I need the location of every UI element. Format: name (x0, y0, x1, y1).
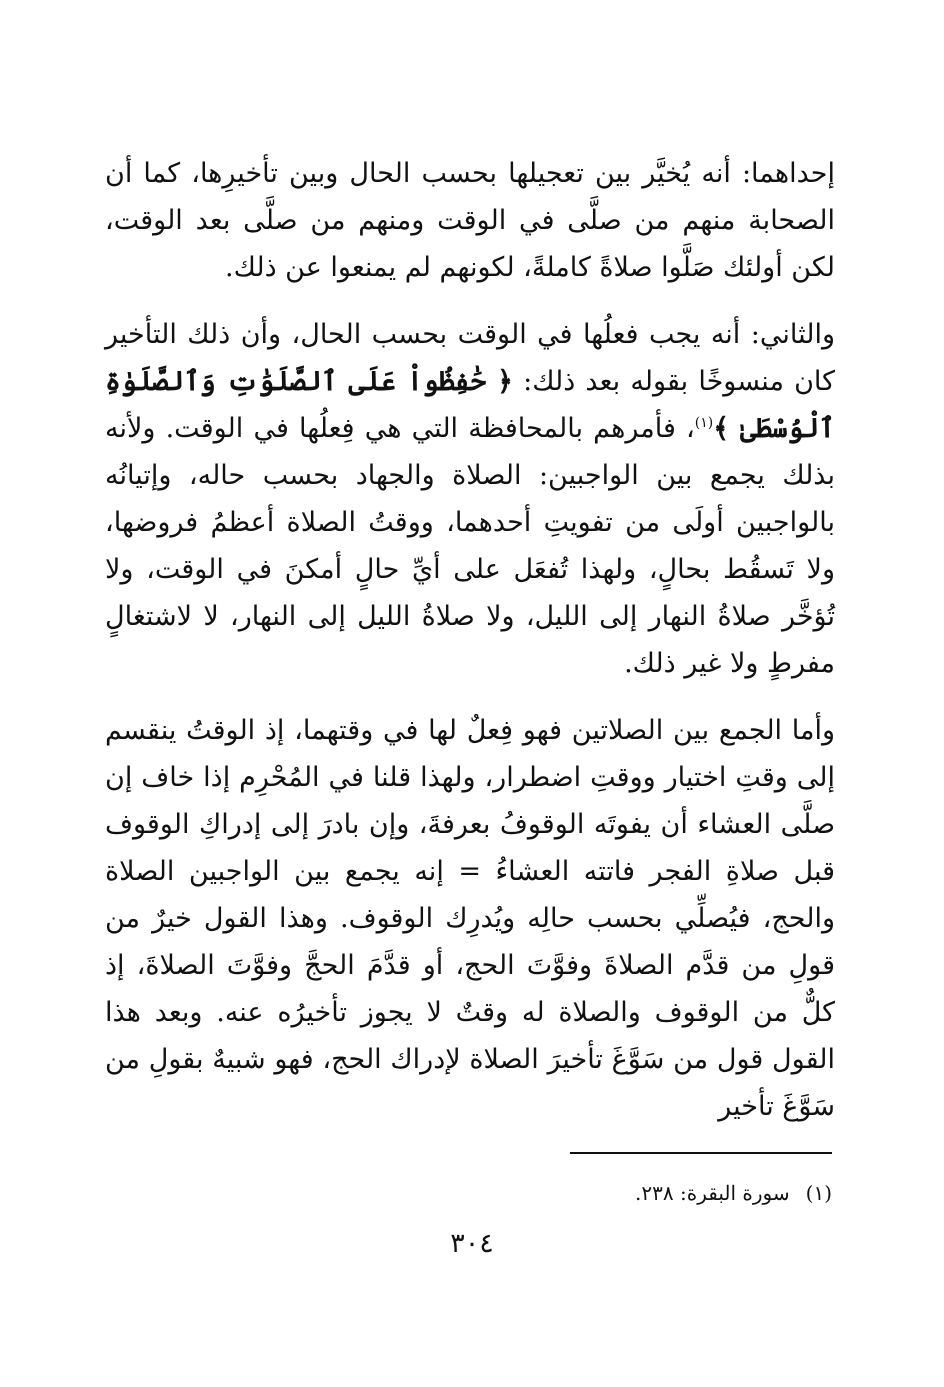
paragraph-first-opinion (105, 150, 835, 291)
page-body (105, 150, 835, 1130)
quran-verse: ﴿ حَٰفِظُواْ عَلَى ٱلصَّلَوَٰتِ وَٱلصَّلَوٰةِ ٱلْوُسْطَىٰ ﴾ (105, 366, 835, 444)
footnote-separator (570, 1152, 832, 1154)
paragraph-combining-prayers (105, 707, 835, 1130)
footnote (232, 1178, 832, 1208)
paragraph-text-continued: ، فأمرهم بالمحافظة التي هي فِعلُها في الوقت. ولأنه بذلك يجمع بين الواجبين: الصلاة والجهاد بحسب حاله، وإتيانُه بالواجبين أولَى من تفويتِ أحدهما، ووقتُ الصلاة أعظمُ فروضها، ولا تَسقُط بحالٍ، ولهذا تُفعَل على أيِّ حالٍ أمكنَ في الوقت، ولا تُؤخَّر صلاةُ النهار إلى الليل، ولا صلاةُ الليل إلى النهار، لا لاشتغالٍ مفرطٍ ولا غير ذلك. (105, 413, 835, 679)
paragraph-second-opinion (105, 311, 835, 687)
paragraph-text: والثاني: أنه يجب فعلُها في الوقت بحسب الحال، وأن ذلك التأخير كان منسوخًا بقوله بعد ذلك: (105, 319, 836, 397)
paragraph-text: وأما الجمع بين الصلاتين فهو فِعلٌ لها في وقتهما، إذ الوقتُ ينقسم إلى وقتِ اختيار ووقتِ اضطرار، ولهذا قلنا في المُحْرِم إذا خاف إن صلَّى العشاء أن يفوتَه الوقوفُ بعرفةَ، وإن بادرَ إلى إدراكِ الوقوف قبل صلاةِ الفجر فاتته العشاءُ = إنه يجمع بين الواجبين الصلاة والحج، فيُصلِّي بحسب حالِه ويُدرِك الوقوف. وهذا القول خيرٌ من قولِ من قدَّم الصلاةَ وفوَّتَ الحج، أو قدَّمَ الحجَّ وفوَّتَ الصلاةَ، إذ كلٌّ من الوقوف والصلاة له وقتٌ لا يجوز تأخيرُه عنه. وبعد هذا القول قول من سَوَّغَ تأخيرَ الصلاة لإدراك الحج، فهو شبيهٌ بقولِ من سَوَّغَ تأخير (105, 715, 835, 1122)
footnote-number: (١) (805, 1181, 832, 1205)
footnote-text: سورة البقرة: ٢٣٨. (635, 1181, 790, 1205)
page-number: ٣٠٤ (450, 1228, 494, 1259)
paragraph-text: إحداهما: أنه يُخيَّر بين تعجيلها بحسب الحال وبين تأخيرِها، كما أن الصحابة منهم من صلَّى في الوقت ومنهم من صلَّى بعد الوقت، لكن أولئك صَلَّوا صلاةً كاملةً، لكونهم لم يمنعوا عن ذلك. (105, 158, 835, 283)
footnote-reference[interactable]: (١) (694, 415, 714, 431)
